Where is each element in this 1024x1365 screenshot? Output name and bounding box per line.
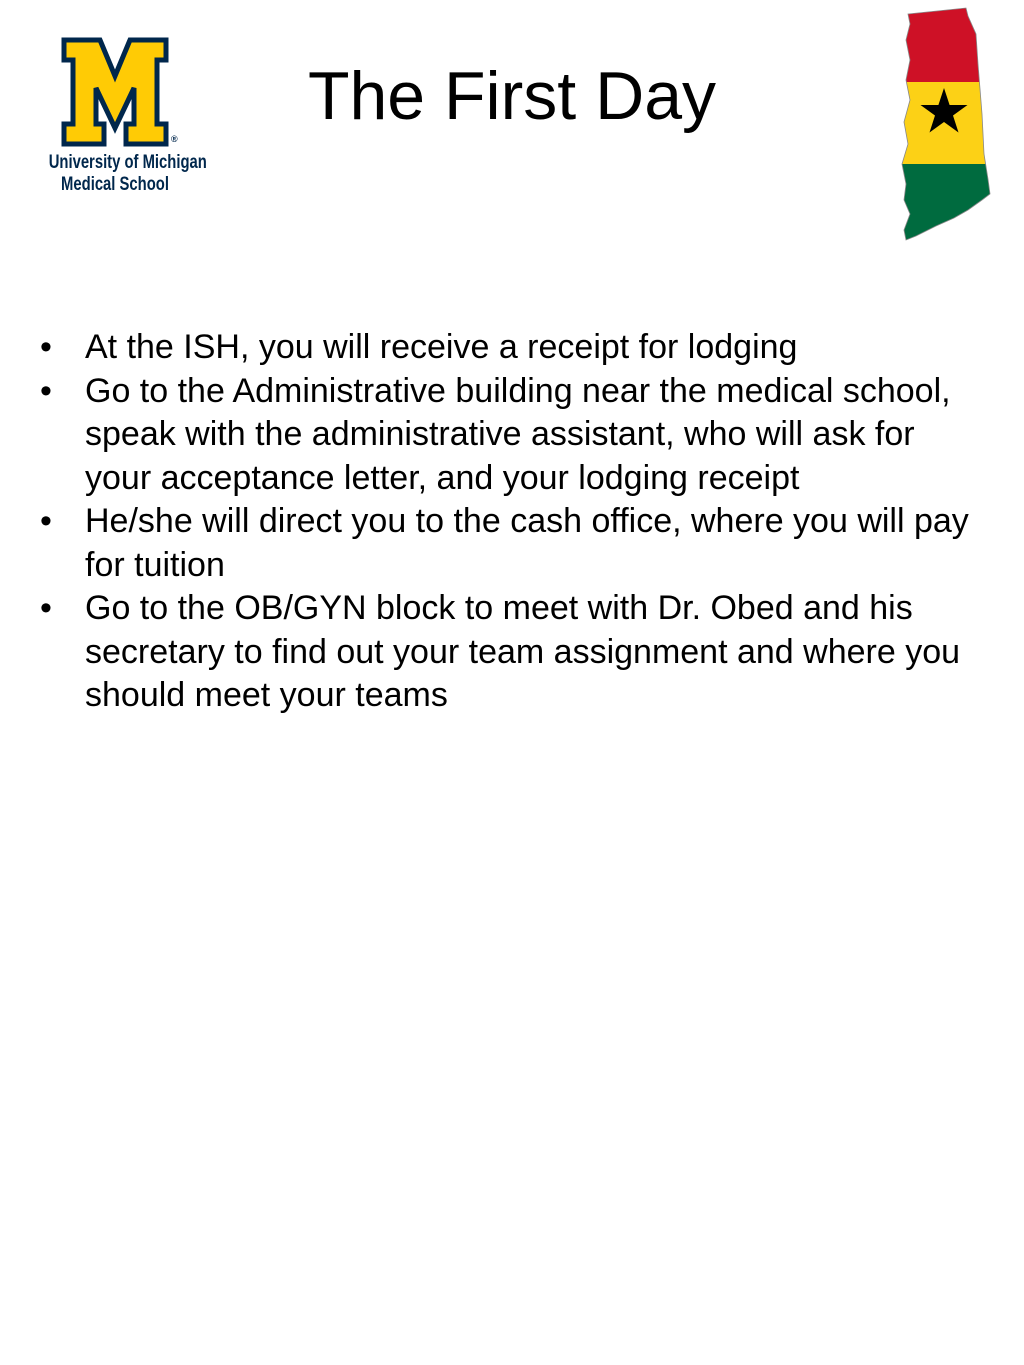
bullet-text: At the ISH, you will receive a receipt for lodging bbox=[85, 328, 798, 366]
bullet-marker: • bbox=[40, 589, 52, 627]
logo-wordmark bbox=[48, 152, 207, 196]
logo-line-2: Medical School bbox=[61, 174, 169, 195]
ghana-flag-map-icon bbox=[896, 4, 996, 244]
bullet-list bbox=[40, 326, 980, 718]
bullet-marker: • bbox=[40, 502, 52, 540]
registered-mark: ® bbox=[171, 134, 178, 144]
list-item bbox=[40, 326, 980, 370]
list-item bbox=[40, 500, 980, 587]
bullet-text: Go to the Administrative building near the medical school, speak with the administrative assistant, who will ask for your acceptance letter, and your lodging receipt bbox=[85, 371, 951, 497]
list-item bbox=[40, 587, 980, 718]
logo-line-1: University of Michigan bbox=[48, 152, 207, 173]
bullet-text: Go to the OB/GYN block to meet with Dr. Obed and his secretary to find out your team assignment and where you should meet your teams bbox=[85, 589, 961, 714]
bullet-marker: • bbox=[40, 371, 52, 410]
list-item bbox=[40, 370, 980, 501]
bullet-marker: • bbox=[40, 328, 52, 366]
slide-title: The First Day bbox=[307, 58, 717, 134]
bullet-text: He/she will direct you to the cash office, where you will pay for tuition bbox=[85, 502, 969, 584]
